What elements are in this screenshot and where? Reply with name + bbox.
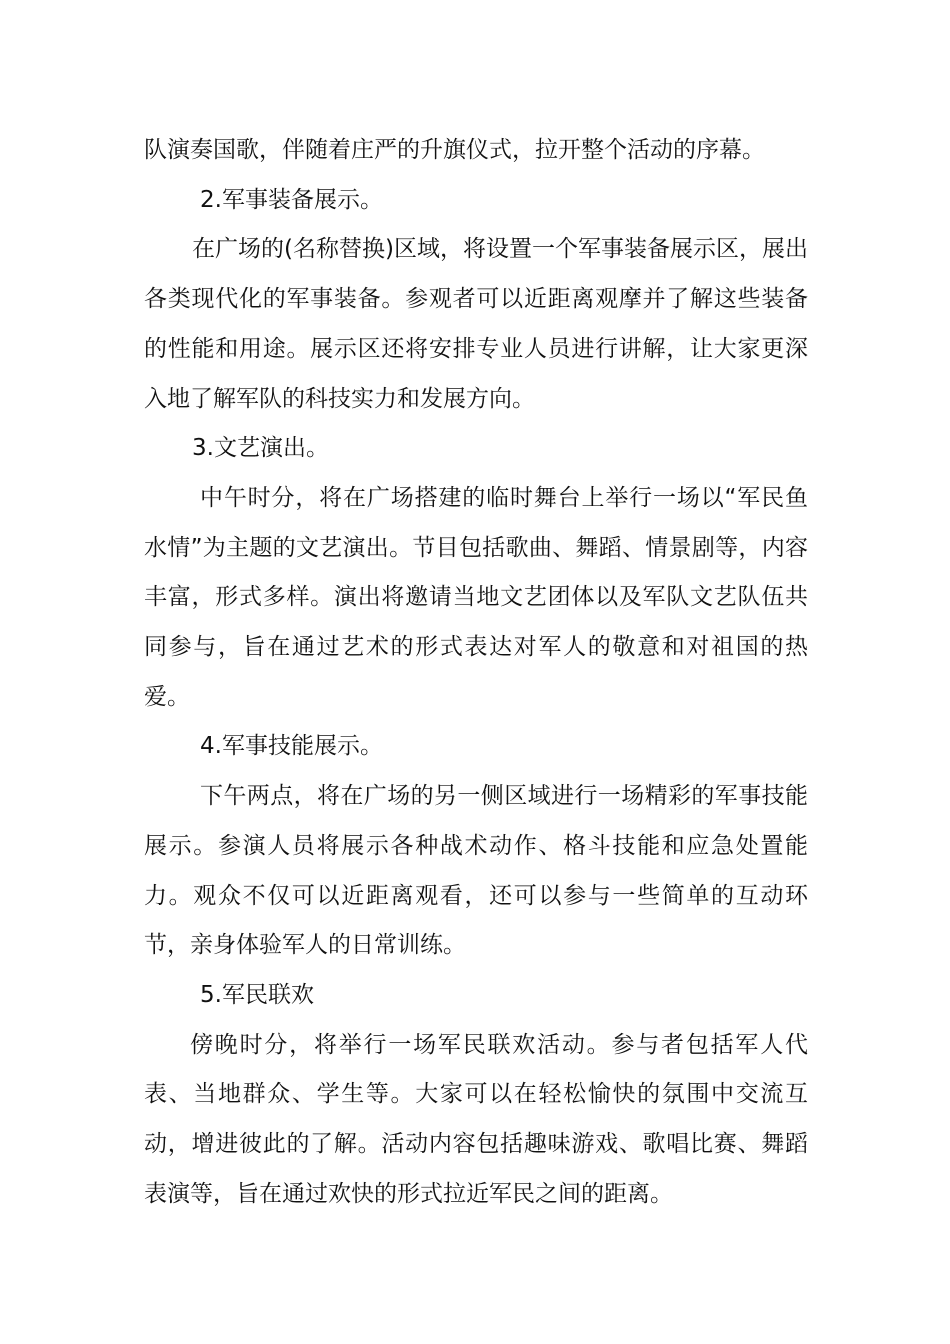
paragraph-equipment-display: 在广场的(名称替换)区域，将设置一个军事装备展示区，展出各类现代化的军事装备。参观者可以近距离观摩并了解这些装备的性能和用途。展示区还将安排专业人员进行讲解，让大家更深入地了解军队的科技实力和发展方向。 <box>144 236 808 412</box>
heading-equipment-display: 2.军事装备展示。 <box>200 186 383 213</box>
paragraph-skill-display: 下午两点，将在广场的另一侧区域进行一场精彩的军事技能展示。参演人员将展示各种战术动作、格斗技能和应急处置能力。观众不仅可以近距离观看，还可以参与一些简单的互动环节，亲身体验军人的日常训练。 <box>144 783 808 959</box>
paragraph-art-performance: 中午时分，将在广场搭建的临时舞台上举行一场以“军民鱼水情”为主题的文艺演出。节目包括歌曲、舞蹈、情景剧等，内容丰富，形式多样。演出将邀请当地文艺团体以及军队文艺队伍共同参与，旨在通过艺术的形式表达对军人的敬意和对祖国的热爱。 <box>144 484 808 710</box>
paragraph-joint-celebration: 傍晚时分，将举行一场军民联欢活动。参与者包括军人代表、当地群众、学生等。大家可以在轻松愉快的氛围中交流互动，增进彼此的了解。活动内容包括趣味游戏、歌唱比赛、舞蹈表演等，旨在通过欢快的形式拉近军民之间的距离。 <box>144 1031 808 1207</box>
heading-skill-display: 4.军事技能展示。 <box>200 733 383 760</box>
paragraph-anthem: 队演奏国歌，伴随着庄严的升旗仪式，拉开整个活动的序幕。 <box>144 137 765 163</box>
heading-art-performance: 3.文艺演出。 <box>192 435 329 462</box>
document-body <box>144 126 808 1219</box>
heading-joint-celebration: 5.军民联欢 <box>200 981 314 1008</box>
